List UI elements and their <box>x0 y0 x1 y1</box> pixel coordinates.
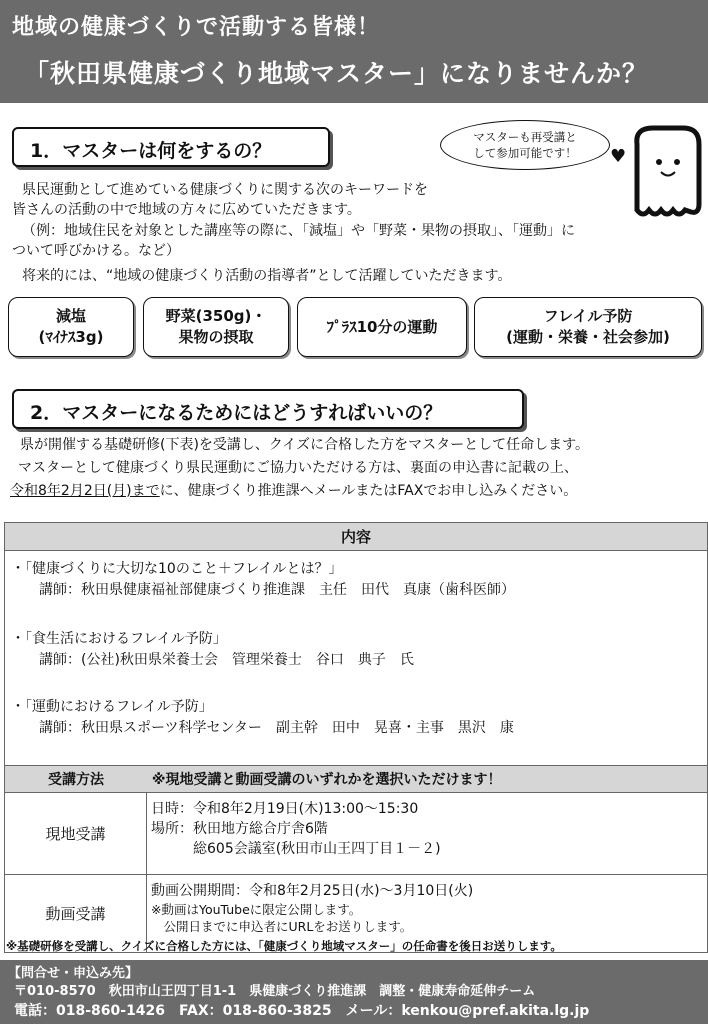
course-lecturer: 講師：秋田県スポーツ科学センター 副主幹 田中 晃喜・主事 黒沢 康 <box>39 720 514 736</box>
page-header <box>0 0 708 103</box>
keyword-label: ﾌﾟﾗｽ10分の運動 <box>326 317 438 336</box>
keyword-sub: 果物の摂取 <box>178 328 254 346</box>
section2-paragraph: マスターとして健康づくり県民運動にご協力いただける方は、裏面の申込書に記載の上、 <box>18 460 578 476</box>
table-header: 内容 <box>5 523 707 551</box>
row-label: 動画受講 <box>5 875 147 952</box>
bubble-line1: マスターも再受講と <box>473 130 577 144</box>
footer-heading: 【問合せ・申込み先】 <box>8 966 139 981</box>
row-line: 公開日までに申込者にURLをお送りします。 <box>151 919 413 934</box>
course-lecturer: 講師：秋田県健康福祉部健康づくり推進課 主任 田代 真康（歯科医師） <box>39 582 515 598</box>
section1-paragraph: 皆さんの活動の中で地域の方々に広めていただきます。 <box>12 202 361 218</box>
header-line1: 地域の健康づくりで活動する皆様！ <box>12 15 381 40</box>
section1-paragraph: 県民運動として進めている健康づくりに関する次のキーワードを <box>22 182 428 198</box>
course-title: ・「運動におけるフレイル予防」 <box>11 699 213 715</box>
bubble-line2: して参加可能です！ <box>473 146 577 160</box>
row-label: 現地受講 <box>5 793 147 874</box>
table-row <box>5 793 707 875</box>
keyword-sub: (運動・栄養・社会参加) <box>506 328 670 346</box>
keyword-sub: (ﾏｲﾅｽ3g) <box>38 328 104 346</box>
speech-bubble <box>440 120 610 170</box>
section1-example: ついて呼びかける。など） <box>12 243 180 259</box>
course-lecturer: 講師：(公社)秋田県栄養士会 管理栄養士 谷口 典子 氏 <box>39 652 414 668</box>
course-title: ・「健康づくりに大切な10のこと＋フレイルとは？」 <box>11 561 343 577</box>
keyword-box-frailty <box>474 297 702 357</box>
training-table <box>4 522 708 953</box>
footer-address: 〒010-8570 秋田市山王四丁目1-1 県健康づくり推進課 調整・健康寿命延伸チーム <box>14 984 536 999</box>
method-header <box>5 765 707 793</box>
section1-paragraph: 将来的には、“地域の健康づくり活動の指導者”として活躍していただきます。 <box>22 268 512 284</box>
row-line: 日時：令和8年2月19日(木)13:00～15:30 <box>151 801 419 817</box>
row-line: 総605会議室(秋田市山王四丁目１－２) <box>151 841 441 857</box>
section1-title: 1．マスターは何をするの？ <box>12 127 330 167</box>
section2-title: 2．マスターになるためにはどうすればいいの？ <box>12 389 524 429</box>
method-label: 受講方法 <box>48 772 104 788</box>
footer-contact: 電話：018-860-1426 FAX：018-860-3825 メール：kenkou@pref.akita.lg.jp <box>14 1003 590 1019</box>
keyword-label: フレイル予防 <box>543 307 633 325</box>
heart-icon: ♥ <box>610 146 627 167</box>
section2-paragraph <box>10 481 577 501</box>
table-content <box>5 551 707 765</box>
keyword-box-exercise <box>297 297 467 357</box>
mascot-icon <box>625 124 705 220</box>
footnote: ※基礎研修を受講し、クイズに合格した方には、「健康づくり地域マスター」の任命書を後日お送りします。 <box>6 939 562 953</box>
course-title: ・「食生活におけるフレイル予防」 <box>11 631 227 647</box>
section2-paragraph: 県が開催する基礎研修(下表)を受講し、クイズに合格した方をマスターとして任命します。 <box>20 437 589 453</box>
keyword-label: 野菜(350g)・ <box>165 307 267 325</box>
row-line: 動画公開期間：令和8年2月25日(水)～3月10日(火) <box>151 883 474 899</box>
row-line: ※動画はYouTubeに限定公開します。 <box>151 902 362 917</box>
section2-paragraph-rest: に、健康づくり推進課へメールまたはFAXでお申し込みください。 <box>159 483 578 499</box>
keyword-box-vegetables <box>143 297 289 357</box>
row-line: 場所：秋田地方総合庁舎6階 <box>151 821 328 837</box>
section1-example: （例：地域住民を対象とした講座等の際に、「減塩」や「野菜・果物の摂取」、「運動」に <box>22 223 575 239</box>
contact-footer <box>0 960 708 1024</box>
keyword-box-salt <box>8 297 134 357</box>
method-note: ※現地受講と動画受講のいずれかを選択いただけます！ <box>151 772 502 788</box>
deadline-text: 令和8年2月2日(月)まで <box>10 483 160 499</box>
row-value <box>147 793 441 874</box>
keyword-label: 減塩 <box>55 307 86 325</box>
header-title: 「秋田県健康づくり地域マスター」になりませんか？ <box>24 59 649 88</box>
